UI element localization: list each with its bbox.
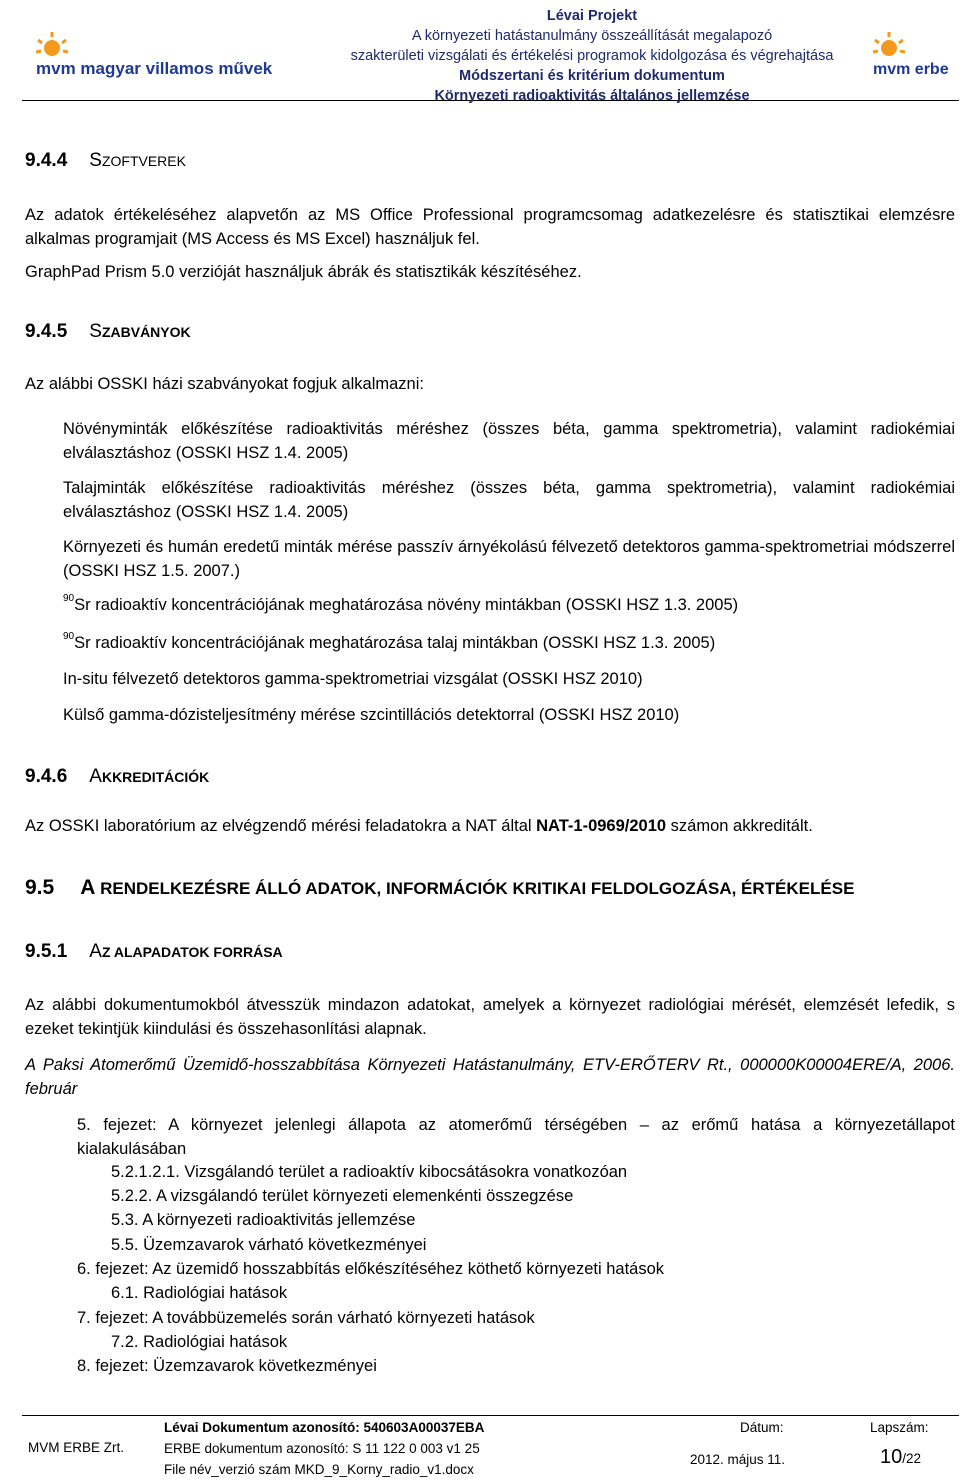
footer-file-name: File név_verzió szám MKD_9_Korny_radio_v1.docx — [164, 1462, 474, 1477]
header-line-5: Környezeti radioaktivitás általános jellemzése — [434, 88, 750, 104]
chapter-list-item: 5.2.1.2.1. Vizsgálandó terület a radioaktív kibocsátásokra vonatkozóan — [111, 1163, 628, 1181]
section-945-heading: 9.4.5 SZABVÁNYOK — [25, 321, 191, 342]
sun-icon — [36, 32, 68, 56]
footer-page-label: Lapszám: — [870, 1420, 929, 1435]
header-line-4: Módszertani és kritérium dokumentum — [459, 68, 725, 84]
accreditation-number: NAT-1-0969/2010 — [536, 817, 667, 835]
section-944-paragraph-1: Az adatok értékeléséhez alapvetőn az MS Office Professional programcsomag adatkezelésre és statisztikai elemzésre alkalmas programjait (MS Access és MS Excel) használjuk fel. — [25, 206, 955, 248]
standard-item-2: Talajminták előkészítése radioaktivitás méréshez (összes béta, gamma spektrometria), valamint radiokémiai elválasztáshoz (OSSKI HSZ 1.4. 2005) — [63, 479, 955, 521]
chapter-list-item: 7.2. Radiológiai hatások — [111, 1333, 288, 1351]
mvm-logo-text: mvm magyar villamos művek — [36, 59, 273, 78]
erbe-logo — [867, 30, 957, 82]
chapter-list-item: 5.3. A környezeti radioaktivitás jellemzése — [111, 1211, 416, 1229]
isotope-superscript: 90 — [63, 593, 75, 604]
header-line-2: A környezeti hatástanulmány összeállítását megalapozó — [411, 28, 773, 44]
section-945-intro: Az alábbi OSSKI házi szabványokat fogjuk alkalmazni: — [25, 375, 424, 393]
footer-date-label: Dátum: — [740, 1420, 784, 1435]
sun-icon — [873, 32, 905, 56]
isotope-superscript: 90 — [63, 631, 75, 642]
footer-company: MVM ERBE Zrt. — [28, 1440, 125, 1455]
section-946-heading: 9.4.6 AKKREDITÁCIÓK — [25, 766, 210, 787]
section-951-paragraph: Az alábbi dokumentumokból átvesszük mindazon adatokat, amelyek a környezet radiológiai mérését, elemzését lefedik, s ezeket tekintjük kiindulási és összehasonlítási alapnak. — [25, 996, 955, 1038]
mvm-logo — [32, 30, 282, 82]
chapter-list-item: 8. fejezet: Üzemzavarok következményei — [77, 1357, 377, 1375]
standard-item-1: Növényminták előkészítése radioaktivitás méréshez (összes béta, gamma spektrometria), valamint radiokémiai elválasztáshoz (OSSKI HSZ 1.4. 2005) — [63, 420, 955, 462]
chapter-list-item: 6. fejezet: Az üzemidő hosszabbítás előkészítéséhez köthető környezeti hatások — [77, 1260, 665, 1278]
page-footer — [22, 1415, 959, 1482]
reference-document: A Paksi Atomerőmű Üzemidő-hosszabbítása Környezeti Hatástanulmány, ETV-ERŐTERV Rt., 000000K00004ERE/A, 2006. február — [25, 1056, 955, 1098]
header-text — [307, 6, 877, 106]
chapter-list-item: 5. fejezet: A környezet jelenlegi állapota az atomerőmű térségében – az erőmű hatása a környezetállapot kialakulásában — [77, 1116, 955, 1158]
footer-date: 2012. május 11. — [690, 1452, 786, 1467]
footer-page-number: 10/22 — [880, 1446, 922, 1468]
standard-item-sr-plant: $^{90}$Sr radioaktív koncentrációjának meghatározása növény mintákban (OSSKI HSZ 1.3. 2005) — [63, 593, 739, 614]
chapter-list-item: 5.2.2. A vizsgálandó terület környezeti elemenkénti összegzése — [111, 1187, 574, 1205]
footer-erbe-id: ERBE dokumentum azonosító: S 11 122 0 003 v1 25 — [164, 1441, 480, 1456]
section-944-paragraph-2: GraphPad Prism 5.0 verzióját használjuk ábrák és statisztikák készítéséhez. — [25, 263, 582, 281]
standard-item-3: Környezeti és humán eredetű minták mérése passzív árnyékolású félvezető detektoros gamma-spektrometriai módszerrel (OSSKI HSZ 1.5. 2007.) — [63, 538, 955, 580]
erbe-logo-text: mvm erbe — [873, 61, 949, 78]
page-header — [22, 2, 959, 104]
section-951-heading: 9.5.1 AZ ALAPADATOK FORRÁSA — [25, 941, 283, 962]
section-95-heading: 9.5 A RENDELKEZÉSRE ÁLLÓ ADATOK, INFORMÁCIÓK KRITIKAI FELDOLGOZÁSA, ÉRTÉKELÉSE — [25, 876, 855, 899]
standard-item-dose: Külső gamma-dózisteljesítmény mérése szcintillációs detektorral (OSSKI HSZ 2010) — [63, 706, 680, 724]
header-line-3: szakterületi vizsgálati és értékelési programok kidolgozása és végrehajtása — [350, 48, 834, 64]
chapter-list-item: 5.5. Üzemzavarok várható következményei — [111, 1236, 427, 1254]
standard-item-insitu: In-situ félvezető detektoros gamma-spektrometriai vizsgálat (OSSKI HSZ 2010) — [63, 670, 643, 688]
project-name: Lévai Projekt — [546, 8, 638, 24]
chapter-list-item: 6.1. Radiológiai hatások — [111, 1284, 288, 1302]
standard-item-sr-soil: $^{90}$Sr radioaktív koncentrációjának meghatározása talaj mintákban (OSSKI HSZ 1.3. 2005) — [63, 631, 716, 652]
section-946-paragraph: Az OSSKI laboratórium az elvégzendő mérési feladatokra a NAT által NAT-1-0969/2010 számon akkreditált. — [25, 817, 813, 835]
section-944-heading: 9.4.4 SZOFTVEREK — [25, 150, 186, 171]
footer-doc-id: Lévai Dokumentum azonosító: 540603A00037EBA — [164, 1420, 485, 1435]
chapter-list-item: 7. fejezet: A továbbüzemelés során várható környezeti hatások — [77, 1309, 535, 1327]
